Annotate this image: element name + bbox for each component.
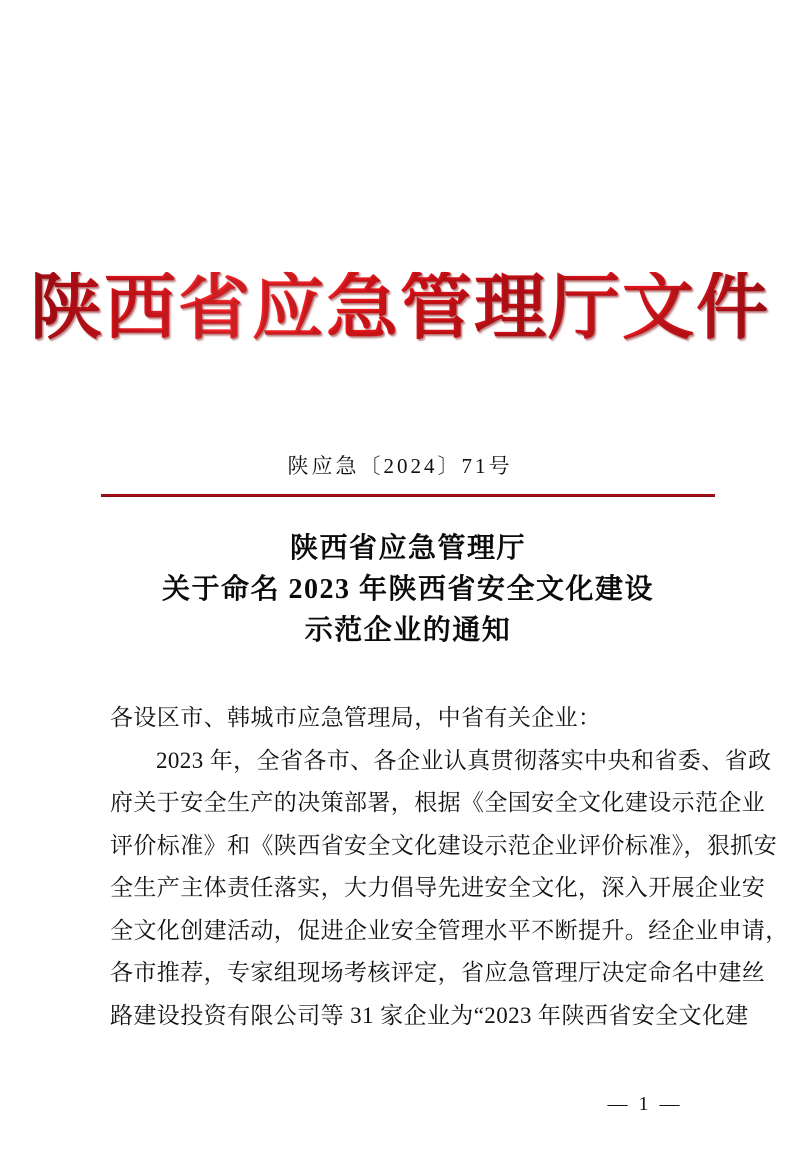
body-line: 府关于安全生产的决策部署，根据《全国安全文化建设示范企业: [110, 790, 766, 815]
body-line: 全生产主体责任落实，大力倡导先进安全文化，深入开展企业安: [110, 875, 766, 900]
page-number-text: — 1 —: [607, 1093, 683, 1115]
body-line: 2023 年，全省各市、各企业认真贯彻落实中央和省委、省政: [156, 747, 772, 773]
masthead: [0, 268, 800, 348]
document-number: 陕应急〔2024〕71号: [287, 454, 513, 478]
document-title: [100, 528, 716, 651]
body-line: 各市推荐，专家组现场考核评定，省应急管理厅决定命名中建丝: [110, 960, 766, 985]
page-number: [0, 1093, 800, 1116]
masthead-title: 陕西省应急管理厅文件: [29, 268, 770, 348]
red-divider-rule: [101, 494, 715, 497]
document-title-line-1: 陕西省应急管理厅: [289, 533, 526, 564]
body-line: 评价标准》和《陕西省安全文化建设示范企业评价标准》，狠抓安: [110, 832, 778, 858]
body-line: 全文化创建活动，促进企业安全管理水平不断提升。经企业申请，: [110, 917, 789, 943]
body-line: 路建设投资有限公司等 31 家企业为“2023 年陕西省安全文化建: [110, 1002, 749, 1028]
document-title-line-2: 关于命名 2023 年陕西省安全文化建设: [161, 574, 654, 605]
body-salutation: 各设区市、韩城市应急管理局，中省有关企业：: [110, 705, 602, 730]
document-title-line-3: 示范企业的通知: [304, 615, 512, 646]
document-body: [110, 697, 789, 1037]
